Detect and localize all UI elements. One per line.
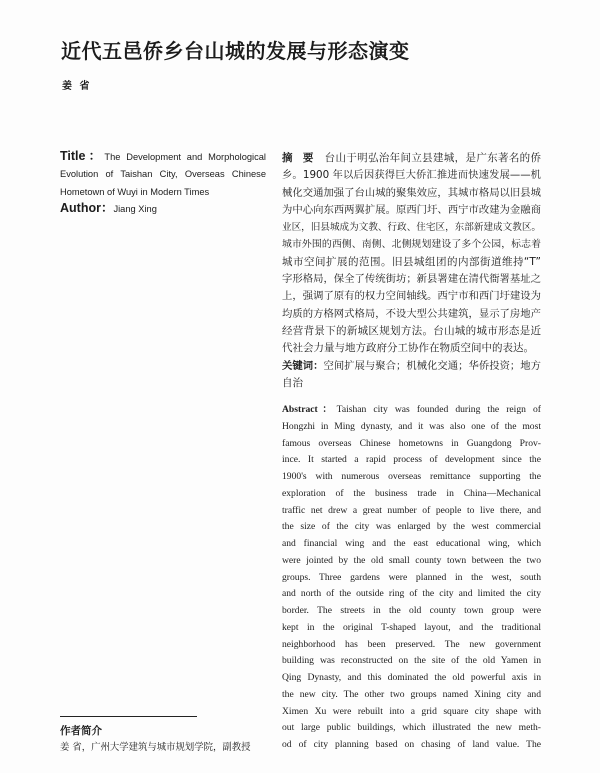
abstract-en-line: building was reconstructed on the site of the old Yamen in bbox=[282, 655, 541, 667]
abstract-en bbox=[282, 402, 541, 754]
bio-heading: 作者简介 bbox=[60, 725, 102, 737]
article-title: 近代五邑侨乡台山城的发展与形态演变 bbox=[61, 39, 410, 63]
abstract-cn-line: 械化交通加强了台山城的聚集效应，其城市格局以旧县城 bbox=[282, 186, 541, 199]
abstract-en-line: Hongzhi in Ming dynasty, and it was also one of the most bbox=[282, 420, 541, 432]
english-title-text: The Development and Morphological bbox=[104, 152, 266, 162]
abstract-cn-line: 均质的方格网式格局，不设大型公共建筑，显示了房地产 bbox=[282, 307, 541, 320]
english-author-line bbox=[60, 201, 266, 218]
abstract-en-line: and north of the outside ring of the city and limited the city bbox=[282, 588, 541, 600]
abstract-cn-label: 摘 要 bbox=[282, 152, 317, 164]
abstract-en-line: Ximen Xu were rebuilt into a grid square city shape with bbox=[282, 705, 541, 717]
abstract-en-line: neighborhood has been preserved. The new government bbox=[282, 638, 541, 650]
abstract-en-line: the size of the city was enlarged by the west commercial bbox=[282, 521, 541, 533]
abstract-en-label: Abstract： bbox=[282, 404, 337, 415]
abstract-en-line: groups. Three gardens were planned in the west, south bbox=[282, 571, 541, 583]
english-title-line bbox=[60, 149, 266, 166]
english-title-line: Evolution of Taishan City, Overseas Chinese bbox=[60, 169, 266, 180]
abstract-en-line: the new city. The other two groups named Xining city and bbox=[282, 688, 541, 700]
keywords-text: 空间扩展与聚合；机械化交通；华侨投资；地方 bbox=[323, 359, 541, 372]
abstract-cn-line: 乡。1900 年以后因获得巨大侨汇推进而快速发展——机 bbox=[282, 169, 541, 182]
english-author-label: Author： bbox=[60, 200, 114, 215]
abstract-en-line: od of city planning based on chasing of land value. The bbox=[282, 739, 541, 750]
abstract-en-line: kept in the original T-shaped layout, and the traditional bbox=[282, 621, 541, 633]
abstract-cn bbox=[282, 150, 541, 392]
abstract-cn-line: 上，强调了原有的权力空间轴线。西宁市和西门圩建设为 bbox=[282, 290, 541, 303]
abstract-cn-line: 为中心向东西两翼扩展。原西门圩、西宁市改建为金融商 bbox=[282, 203, 541, 216]
abstract-en-line: border. The streets in the old county town group were bbox=[282, 605, 541, 616]
abstract-en-line bbox=[282, 402, 541, 419]
abstract-cn-line: 字形格局，保全了传统街坊；新县署建在清代衙署基址之 bbox=[282, 273, 541, 286]
bio-divider bbox=[60, 716, 197, 717]
abstract-cn-line: 城市外围的西侧、南侧、北侧规划建设了多个公园，标志着 bbox=[282, 239, 541, 251]
abstract-en-line: famous overseas Chinese hometowns in Guangdong Prov- bbox=[282, 437, 541, 449]
abstract-en-text: Taishan city was founded during the reign of bbox=[336, 404, 541, 415]
abstract-en-line: Qing Dynasty, and this dominated the old powerful axis in bbox=[282, 672, 541, 683]
bio-text: 姜 省，广州大学建筑与城市规划学院，副教授 bbox=[60, 742, 251, 753]
keywords-line bbox=[282, 358, 541, 375]
english-meta bbox=[60, 149, 266, 218]
abstract-en-line: and financial wing and the east educational wing, which bbox=[282, 538, 541, 549]
abstract-en-line: traffic net drew a great number of people to live there, and bbox=[282, 504, 541, 516]
english-title-line: Hometown of Wuyi in Modern Times bbox=[60, 186, 210, 197]
abstract-en-line: ince. It started a rapid process of development since the bbox=[282, 454, 541, 466]
abstract-cn-line bbox=[282, 150, 541, 167]
abstract-en-line: 1900's with numerous overseas remittance supporting the bbox=[282, 471, 541, 482]
abstract-en-line: exploration of the business trade in China—Mechanical bbox=[282, 487, 541, 499]
abstract-cn-line: 业区，旧县城成为文教、行政、住宅区，东部新建成文教区。 bbox=[282, 222, 541, 234]
abstract-cn-line: 经营背景下的新城区规划方法。台山城的城市形态是近 bbox=[282, 324, 541, 337]
abstract-en-line: were jointed by the old small county town between the two bbox=[282, 554, 541, 566]
article-author: 姜 省 bbox=[62, 81, 92, 92]
abstract-en-line: out large public buildings, which illustrated the new meth- bbox=[282, 722, 541, 734]
english-author-name: Jiang Xing bbox=[113, 203, 157, 214]
keywords-label: 关键词： bbox=[282, 359, 324, 372]
abstract-cn-line: 城市空间扩展的范围。旧县城组团的内部街道维持“T” bbox=[282, 255, 541, 268]
english-title-label: Title： bbox=[60, 149, 105, 163]
keywords-line: 自治 bbox=[282, 376, 303, 389]
abstract-cn-text: 台山于明弘治年间立县建城，是广东著名的侨 bbox=[324, 152, 541, 164]
abstract-cn-line: 代社会力量与地方政府分工协作在物质空间中的表达。 bbox=[282, 342, 534, 355]
